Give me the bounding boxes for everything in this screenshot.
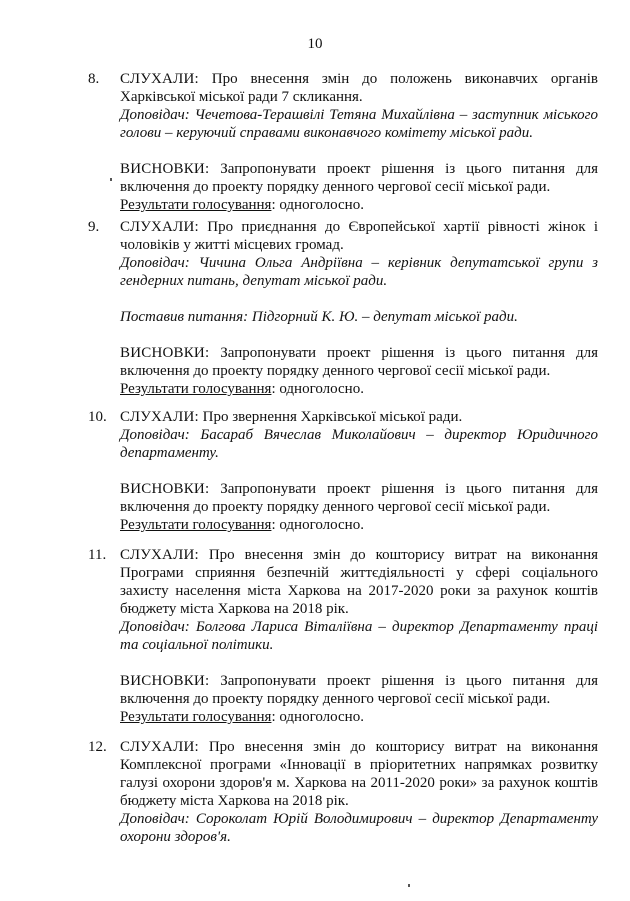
heard-label: СЛУХАЛИ: [120,409,199,425]
item-body [120,218,598,398]
item-number: 8. [88,71,100,87]
conclusion-paragraph [120,672,598,708]
item-body [120,408,598,534]
heard-paragraph [120,218,598,254]
heard-paragraph [120,738,598,810]
item-body [120,738,598,846]
votes-label: Результати голосування [120,197,272,213]
item-number: 9. [88,219,100,235]
heard-text: Про звернення Харківської міської ради. [202,409,463,425]
item-number: 11. [88,547,107,563]
votes-value: : одноголосно. [271,381,364,397]
item-body [120,546,598,726]
reporter-line: Доповідач: Болгова Лариса Віталіївна – директор Департаменту праці та соціальної політики. [120,619,598,653]
votes-value: : одноголосно. [271,517,364,533]
reporter-line: Доповідач: Чичина Ольга Андріївна – керівник депутатської групи з гендерних питань, депутат міської ради. [120,255,598,289]
conclusion-paragraph [120,160,598,196]
conclusion-text: Запропонувати проект рішення із цього питання для включення до проекту порядку денного чергової сесії міської ради. [120,673,598,707]
conclusion-text: Запропонувати проект рішення із цього питання для включення до проекту порядку денного чергової сесії міської ради. [120,161,598,195]
votes-line [120,196,598,214]
heard-text: Про внесення змін до положень виконавчих органів Харківської міської ради 7 скликання. [120,71,599,105]
votes-label: Результати голосування [120,709,272,725]
conclusion-text: Запропонувати проект рішення із цього питання для включення до проекту порядку денного чергової сесії міської ради. [120,345,598,379]
conclusion-label: ВИСНОВКИ: [120,345,210,361]
question-asker-line: Поставив питання: Підгорний К. Ю. – депутат міської ради. [120,309,518,325]
scan-speck [110,178,112,181]
heard-paragraph [120,546,598,618]
votes-label: Результати голосування [120,381,272,397]
reporter-line: Доповідач: Басараб Вячеслав Миколайович – директор Юридичного департаменту. [120,427,598,461]
item-number: 12. [88,739,107,755]
conclusion-text: Запропонувати проект рішення із цього питання для включення до проекту порядку денного чергової сесії міської ради. [120,481,598,515]
page-number: 10 [307,36,323,52]
scan-speck [408,884,410,887]
votes-line [120,516,598,534]
conclusion-paragraph [120,344,598,380]
heard-label: СЛУХАЛИ: [120,547,199,563]
votes-value: : одноголосно. [271,197,364,213]
heard-label: СЛУХАЛИ: [120,71,199,87]
votes-line [120,380,598,398]
heard-label: СЛУХАЛИ: [120,219,199,235]
votes-line [120,708,598,726]
heard-text: Про внесення змін до кошторису витрат на виконання Комплексної програми «Інновації в пріоритетних напрямках розвитку галузі охорони здоров'я м. Харкова на 2011-2020 роки» за рахунок коштів бюджету міста Харкова на 2018 рік. [120,739,598,809]
conclusion-label: ВИСНОВКИ: [120,481,210,497]
heard-label: СЛУХАЛИ: [120,739,199,755]
heard-text: Про приєднання до Європейської хартії рівності жінок і чоловіків у житті місцевих громад. [120,219,598,253]
votes-label: Результати голосування [120,517,272,533]
item-number: 10. [88,409,107,425]
votes-value: : одноголосно. [271,709,364,725]
heard-text: Про внесення змін до кошторису витрат на виконання Програми сприяння безпечній життєдіяльності у сфері соціального захисту населення міста Харкова на 2017-2020 роки за рахунок коштів бюджету міста Харкова на 2018 рік. [120,547,598,617]
conclusion-paragraph [120,480,598,516]
heard-paragraph [120,70,598,106]
conclusion-label: ВИСНОВКИ: [120,673,210,689]
item-body [120,70,598,214]
reporter-line: Доповідач: Сороколат Юрій Володимирович – директор Департаменту охорони здоров'я. [120,811,598,845]
heard-paragraph [120,408,598,426]
reporter-line: Доповідач: Чечетова-Терашвілі Тетяна Михайлівна – заступник міського голови – керуючий справами виконавчого комітету міської ради. [120,107,598,141]
conclusion-label: ВИСНОВКИ: [120,161,210,177]
